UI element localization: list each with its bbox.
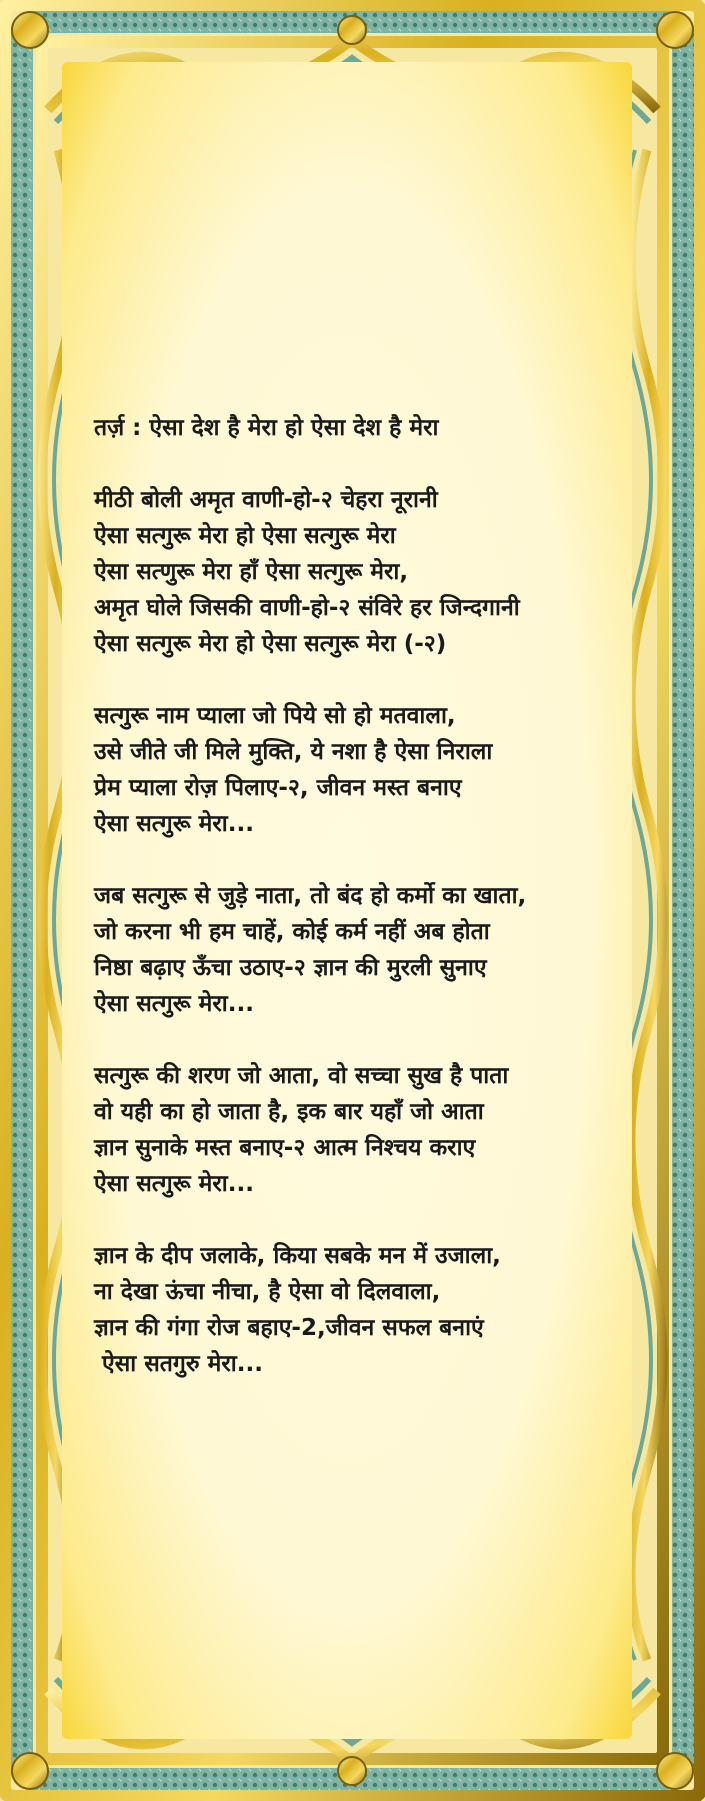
lyric-line: निष्ठा बढ़ाए ऊँचा उठाए-२ ज्ञान की मुरली सुनाए	[94, 955, 487, 981]
lyric-line: ऐसा सत्गुरू मेरा...	[94, 811, 254, 837]
lyric-line: जो करना भी हम चाहें, कोई कर्म नहीं अब होता	[94, 919, 490, 945]
lyric-line: उसे जीते जी मिले मुक्ति, ये नशा है ऐसा निराला	[94, 739, 493, 765]
lyric-line: ना देखा ऊंचा नीचा, है ऐसा वो दिलवाला,	[94, 1279, 441, 1305]
lyrics-text	[94, 410, 634, 1382]
stanza-4	[94, 1058, 634, 1202]
lyric-line: ज्ञान की गंगा रोज बहाए-2,जीवन सफल बनाएं	[94, 1315, 484, 1341]
lyric-line: वो यही का हो जाता है, इक बार यहाँ जो आता	[94, 1099, 484, 1125]
lyric-line: ज्ञान सुनाके मस्त बनाए-२ आत्म निश्चय कराए	[94, 1135, 476, 1161]
stanza-3	[94, 878, 634, 1022]
lyric-line: ज्ञान के दीप जलाके, किया सबके मन में उजाला,	[94, 1243, 501, 1269]
lyric-line: प्रेम प्याला रोज़ पिलाए-२, जीवन मस्त बनाए	[94, 775, 462, 801]
stanza-2	[94, 698, 634, 842]
lyric-line: सत्गुरू की शरण जो आता, वो सच्चा सुख है पाता	[94, 1063, 509, 1089]
lyric-line: अमृत घोले जिसकी वाणी-हो-२ संविरे हर जिन्दगानी	[94, 595, 520, 621]
stanza-1	[94, 482, 634, 662]
lyric-line: सत्गुरू नाम प्याला जो पिये सो हो मतवाला,	[94, 703, 456, 729]
lyric-line: जब सत्गुरू से जुड़े नाता, तो बंद हो कर्मो का खाता,	[94, 883, 527, 909]
lyric-line: ऐसा सतगुरु मेरा...	[94, 1351, 263, 1377]
lyric-line: ऐसा सत्णुरू मेरा हाँ ऐसा सत्गुरू मेरा,	[94, 559, 409, 585]
lyric-line: ऐसा सत्गुरू मेरा हो ऐसा सत्गुरू मेरा (-२)	[94, 631, 447, 657]
lyric-line: ऐसा सत्गुरू मेरा...	[94, 1171, 254, 1197]
stanza-5	[94, 1238, 634, 1382]
lyric-line: ऐसा सत्गुरू मेरा...	[94, 991, 254, 1017]
lyric-line: मीठी बोली अमृत वाणी-हो-२ चेहरा नूरानी	[94, 487, 438, 513]
lyric-line: ऐसा सत्गुरू मेरा हो ऐसा सत्गुरू मेरा	[94, 523, 396, 549]
tune-line: तर्ज़ : ऐसा देश है मेरा हो ऐसा देश है मेरा	[94, 415, 439, 441]
